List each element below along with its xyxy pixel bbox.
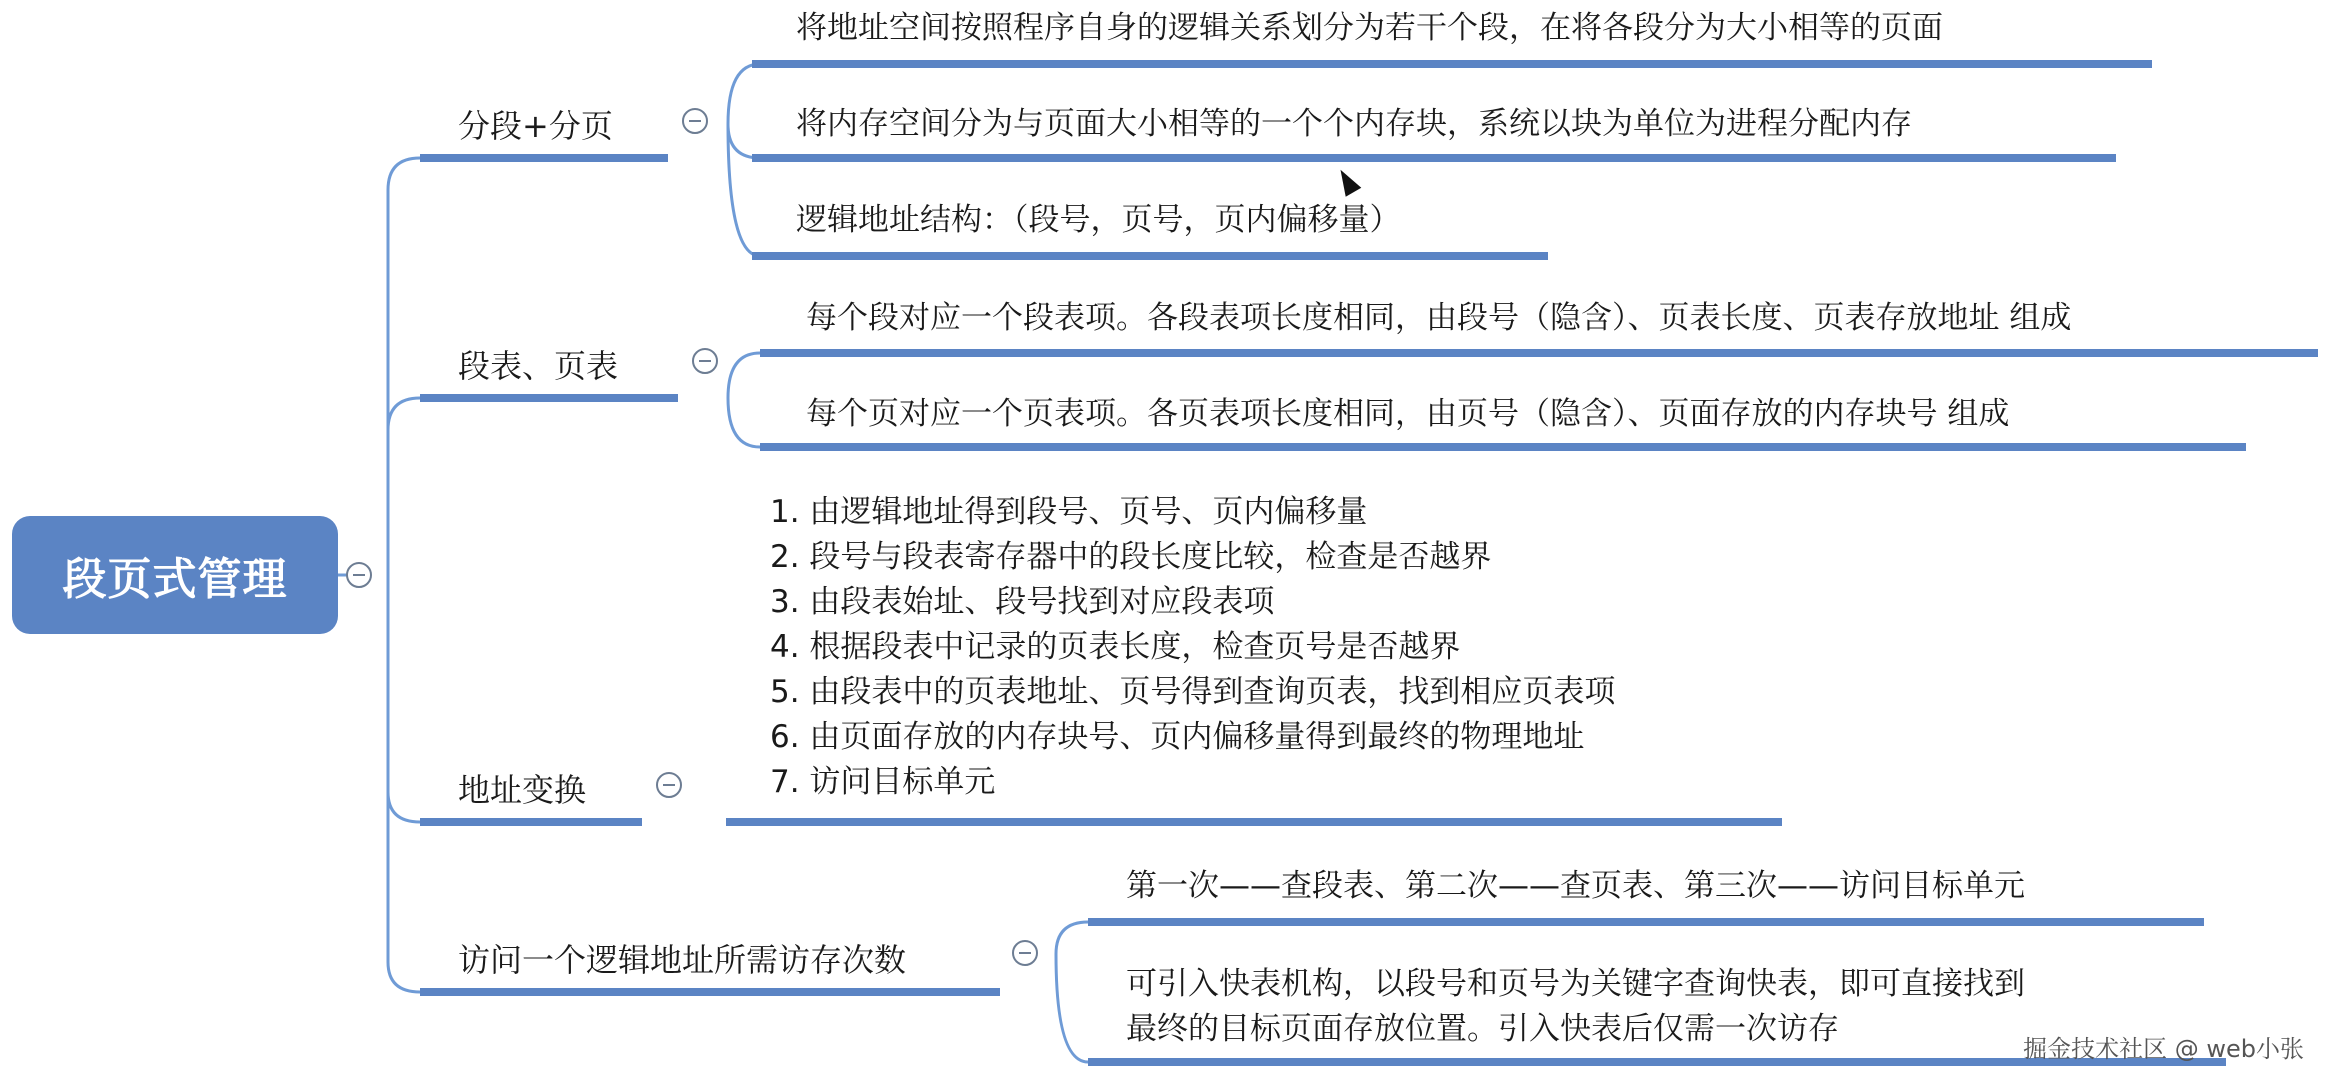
watermark: 掘金技术社区 @ web小张 xyxy=(2023,1035,2304,1063)
branch-label-tables[interactable]: 段表、页表 xyxy=(458,347,619,385)
b1-child-1[interactable]: 将地址空间按照程序自身的逻辑关系划分为若干个段，在将各段分为大小相等的页面 xyxy=(796,10,1943,46)
b1-child-3[interactable]: 逻辑地址结构：（段号，页号，页内偏移量） xyxy=(796,202,1401,238)
collapse-minus-icon[interactable] xyxy=(682,108,708,134)
b1-child-2[interactable]: 将内存空间分为与页面大小相等的一个个内存块，系统以块为单位为进程分配内存 xyxy=(796,106,1912,142)
branch-label-segment-paging[interactable]: 分段+分页 xyxy=(458,107,613,145)
b4-child-1[interactable]: 第一次——查段表、第二次——查页表、第三次——访问目标单元 xyxy=(1126,868,2025,904)
collapse-minus-icon[interactable] xyxy=(346,562,372,588)
b2-link-2 xyxy=(728,398,760,447)
root-node[interactable]: 段页式管理 xyxy=(12,516,338,634)
b4-link-2 xyxy=(1056,954,1088,1062)
trunk-branch-2 xyxy=(388,398,420,430)
collapse-minus-icon[interactable] xyxy=(692,348,718,374)
b2-link-1 xyxy=(728,353,760,398)
b4-link-1 xyxy=(1056,922,1088,954)
branch-label-memory-access-count[interactable]: 访问一个逻辑地址所需访存次数 xyxy=(458,941,907,979)
b2-child-1[interactable]: 每个段对应一个段表项。各段表项长度相同，由段号（隐含）、页表长度、页表存放地址 组成 xyxy=(806,300,2072,336)
collapse-minus-icon[interactable] xyxy=(656,772,682,798)
b3-child-steps[interactable]: 1. 由逻辑地址得到段号、页号、页内偏移量 2. 段号与段表寄存器中的段长度比较，检查是否越界 3. 由段表始址、段号找到对应段表项 4. 根据段表中记录的页表长度，检查页号是否越界 5. 由段表中的页表地址、页号得到查询页表，找到相应页表项 6. 由页面存放的内存块号、页内偏移量得到最终的物理地址 7. 访问目标单元 xyxy=(770,494,1616,800)
collapse-minus-icon[interactable] xyxy=(1012,940,1038,966)
trunk-branch-1 xyxy=(388,158,420,575)
b1-link-2 xyxy=(728,124,760,158)
branch-label-address-translation[interactable]: 地址变换 xyxy=(458,771,587,809)
b1-link-1 xyxy=(728,64,760,124)
b2-child-2[interactable]: 每个页对应一个页表项。各页表项长度相同，由页号（隐含）、页面存放的内存块号 组成 xyxy=(806,396,2010,432)
trunk-branch-3 xyxy=(388,575,420,822)
b4-child-2[interactable]: 可引入快表机构，以段号和页号为关键字查询快表，即可直接找到 最终的目标页面存放位置。引入快表后仅需一次访存 xyxy=(1126,966,2025,1047)
